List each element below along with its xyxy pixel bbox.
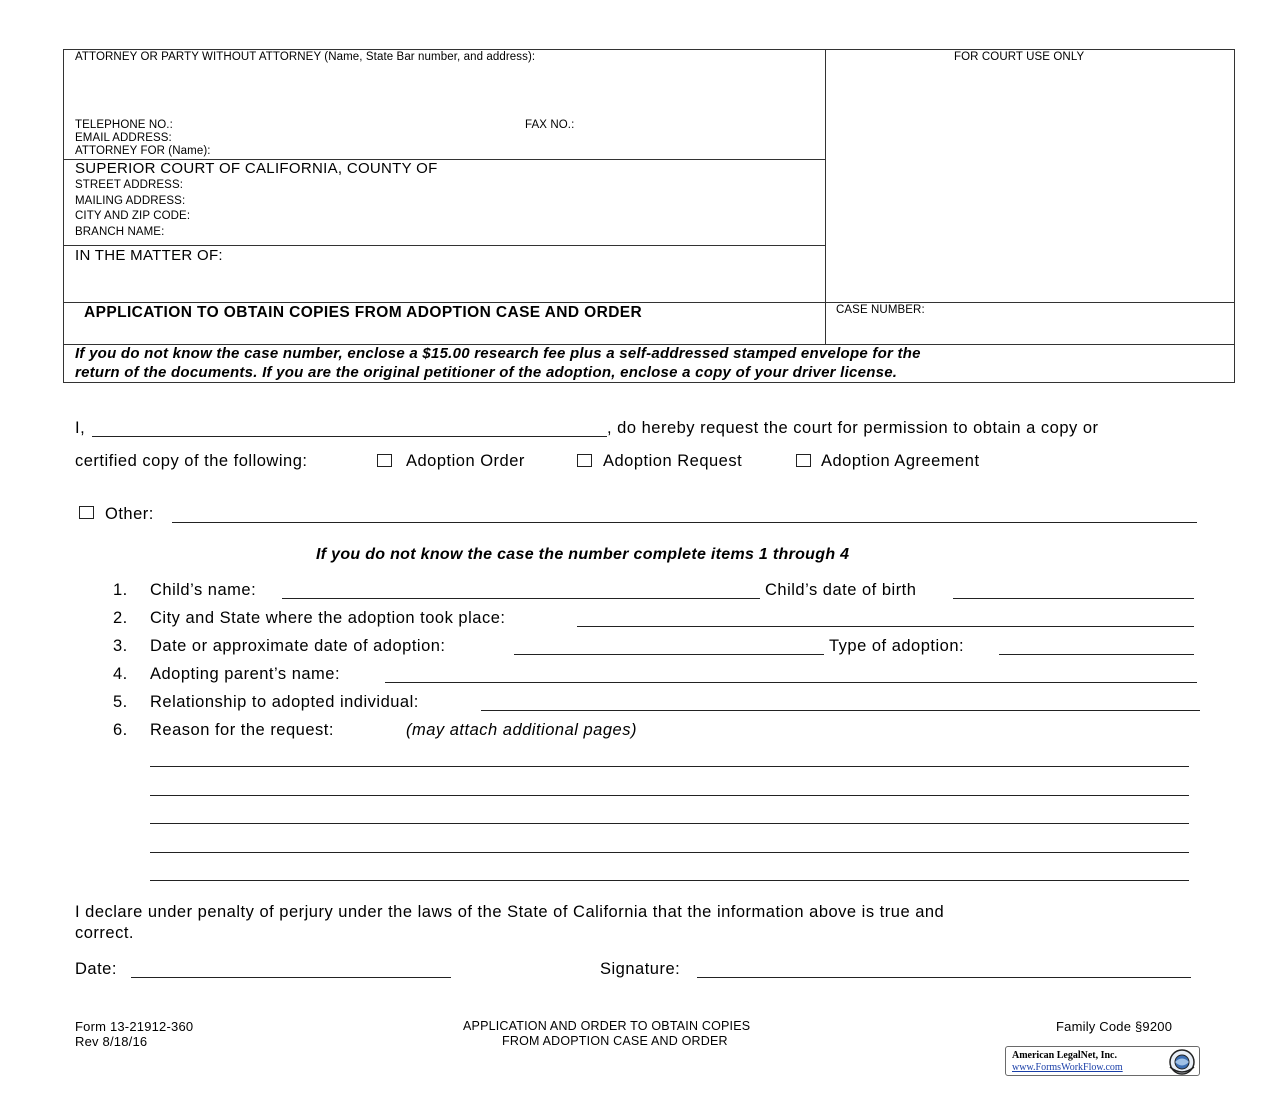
court-title: SUPERIOR COURT OF CALIFORNIA, COUNTY OF xyxy=(75,160,438,177)
adoption-order-label: Adoption Order xyxy=(406,452,525,470)
court-use-label: FOR COURT USE ONLY xyxy=(954,51,1085,63)
other-checkbox[interactable] xyxy=(79,506,94,519)
relationship-label: Relationship to adopted individual: xyxy=(150,693,419,711)
adoption-request-label: Adoption Request xyxy=(603,452,743,470)
relationship-field[interactable] xyxy=(481,710,1200,711)
notice-line-1: If you do not know the case number, enclose a $15.00 research fee plus a self-addressed stamped envelope for the xyxy=(75,345,921,362)
request-prefix: I, xyxy=(75,419,86,437)
family-code: Family Code §9200 xyxy=(1056,1019,1173,1034)
signature-label: Signature: xyxy=(600,960,681,978)
matter-bottom-rule xyxy=(63,302,1235,303)
fax-label: FAX NO.: xyxy=(525,119,575,131)
street-label: STREET ADDRESS: xyxy=(75,179,184,191)
date-field[interactable] xyxy=(131,977,451,978)
court-bottom-rule xyxy=(63,245,826,246)
item-3-number: 3. xyxy=(113,637,128,655)
notice-line-2: return of the documents. If you are the original petitioner of the adoption, enclose a copy of your driver license. xyxy=(75,364,898,381)
adoption-place-field[interactable] xyxy=(577,626,1194,627)
requester-name-field[interactable] xyxy=(92,436,607,437)
reason-line-5[interactable] xyxy=(150,880,1189,881)
item-4-number: 4. xyxy=(113,665,128,683)
item-5-number: 5. xyxy=(113,693,128,711)
childs-name-label: Child’s name: xyxy=(150,581,257,599)
child-dob-label: Child’s date of birth xyxy=(765,581,917,599)
attorney-for-label: ATTORNEY FOR (Name): xyxy=(75,145,211,157)
form-title: APPLICATION TO OBTAIN COPIES FROM ADOPTION CASE AND ORDER xyxy=(84,304,643,321)
adoption-date-label: Date or approximate date of adoption: xyxy=(150,637,446,655)
other-label: Other: xyxy=(105,505,154,523)
date-label: Date: xyxy=(75,960,117,978)
branch-label: BRANCH NAME: xyxy=(75,226,165,238)
other-field[interactable] xyxy=(172,522,1197,523)
logo-url[interactable]: www.FormsWorkFlow.com xyxy=(1012,1062,1123,1073)
adopting-parent-label: Adopting parent’s name: xyxy=(150,665,341,683)
matter-label: IN THE MATTER OF: xyxy=(75,247,223,264)
item-2-number: 2. xyxy=(113,609,128,627)
footer-title-2: FROM ADOPTION CASE AND ORDER xyxy=(502,1034,728,1048)
signature-field[interactable] xyxy=(697,977,1191,978)
reason-line-1[interactable] xyxy=(150,766,1189,767)
adopting-parent-field[interactable] xyxy=(385,682,1197,683)
case-number-label: CASE NUMBER: xyxy=(836,304,925,316)
city-label: CITY AND ZIP CODE: xyxy=(75,210,191,222)
adoption-type-field[interactable] xyxy=(999,654,1194,655)
adoption-type-label: Type of adoption: xyxy=(829,637,965,655)
email-label: EMAIL ADDRESS: xyxy=(75,132,172,144)
reason-label: Reason for the request: xyxy=(150,721,334,739)
request-suffix: , do hereby request the court for permission to obtain a copy or xyxy=(607,419,1099,437)
footer-title-1: APPLICATION AND ORDER TO OBTAIN COPIES xyxy=(463,1019,751,1033)
adoption-agreement-label: Adoption Agreement xyxy=(821,452,980,470)
adoption-order-checkbox[interactable] xyxy=(377,454,392,467)
child-dob-field[interactable] xyxy=(953,598,1194,599)
legalnet-logo[interactable] xyxy=(1005,1046,1200,1076)
reason-line-3[interactable] xyxy=(150,823,1189,824)
request-line-2: certified copy of the following: xyxy=(75,452,308,470)
items-heading: If you do not know the case the number complete items 1 through 4 xyxy=(316,546,850,563)
caption-box xyxy=(63,49,1235,383)
attorney-label: ATTORNEY OR PARTY WITHOUT ATTORNEY (Name, State Bar number, and address): xyxy=(75,51,536,63)
adoption-request-checkbox[interactable] xyxy=(577,454,592,467)
adoption-agreement-checkbox[interactable] xyxy=(796,454,811,467)
mailing-label: MAILING ADDRESS: xyxy=(75,195,186,207)
declaration-line-1: I declare under penalty of perjury under the laws of the State of California that the information above is true and xyxy=(75,903,945,921)
item-6-number: 6. xyxy=(113,721,128,739)
reason-note: (may attach additional pages) xyxy=(406,721,637,739)
reason-line-4[interactable] xyxy=(150,852,1189,853)
caption-divider xyxy=(825,49,826,345)
logo-company: American LegalNet, Inc. xyxy=(1012,1050,1117,1061)
form-number: Form 13-21912-360 xyxy=(75,1019,194,1034)
declaration-line-2: correct. xyxy=(75,924,135,942)
adoption-date-field[interactable] xyxy=(514,654,824,655)
reason-line-2[interactable] xyxy=(150,795,1189,796)
item-1-number: 1. xyxy=(113,581,128,599)
telephone-label: TELEPHONE NO.: xyxy=(75,119,173,131)
childs-name-field[interactable] xyxy=(282,598,760,599)
globe-icon xyxy=(1167,1047,1197,1077)
adoption-place-label: City and State where the adoption took place: xyxy=(150,609,506,627)
form-revision: Rev 8/18/16 xyxy=(75,1034,148,1049)
